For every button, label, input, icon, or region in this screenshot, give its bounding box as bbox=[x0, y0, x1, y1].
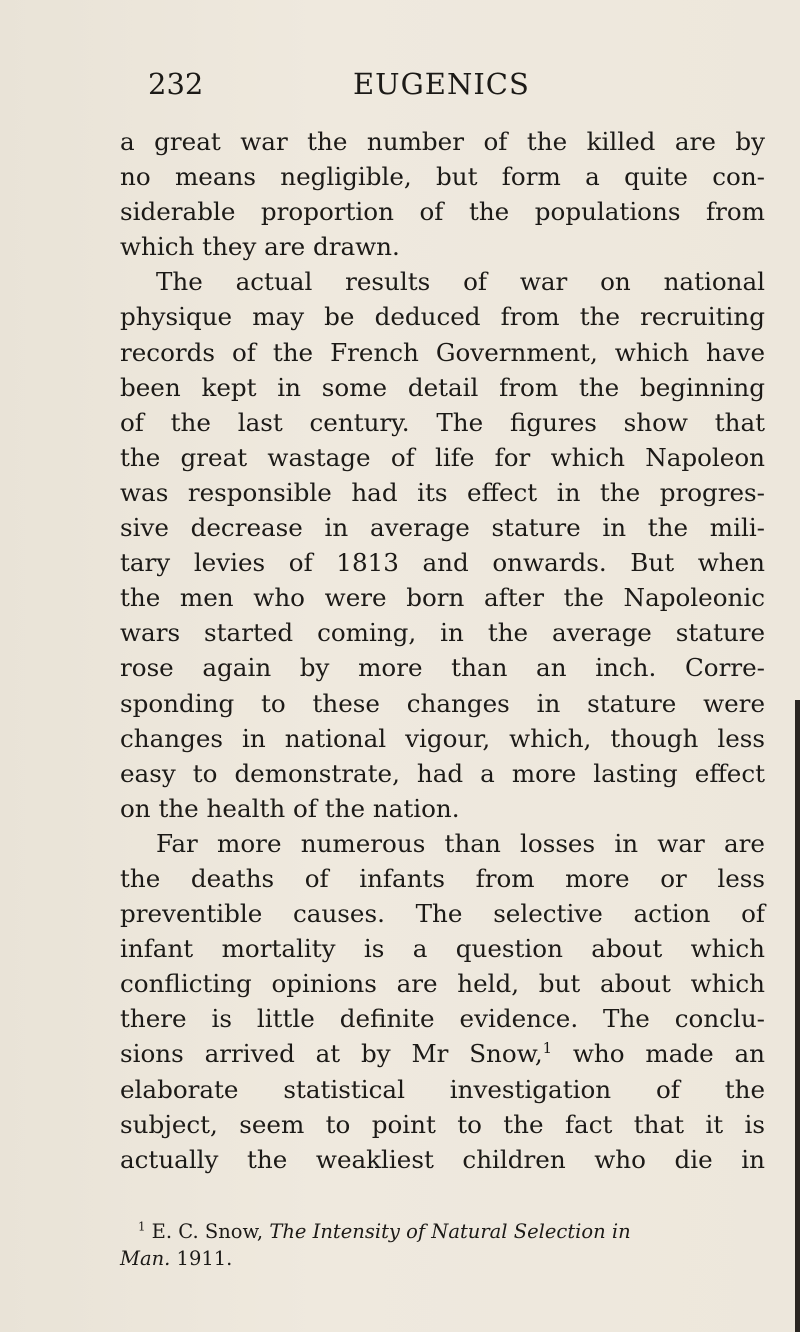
page-header bbox=[148, 64, 678, 104]
footnote-marker: 1 bbox=[138, 1219, 146, 1234]
text-line: easy to demonstrate, had a more lasting effect bbox=[120, 758, 765, 788]
text-line: infant mortality is a question about which bbox=[120, 934, 765, 964]
footnote-year: 1911. bbox=[170, 1247, 233, 1270]
text-line: elaborate statistical investigation of the bbox=[120, 1074, 765, 1104]
page-edge-shadow bbox=[795, 700, 800, 1332]
footnote bbox=[120, 1218, 765, 1272]
text-line: the great wastage of life for which Napoleon bbox=[120, 442, 765, 472]
text-segment: sions arrived at by Mr Snow, bbox=[120, 1039, 543, 1069]
text-line: on the health of the nation. bbox=[120, 793, 460, 823]
text-line: tary levies of 1813 and onwards. But when bbox=[120, 548, 765, 578]
text-line: sponding to these changes in stature were bbox=[120, 688, 765, 718]
text-line: conflicting opinions are held, but about which bbox=[120, 969, 765, 999]
footnote-author: E. C. Snow, bbox=[145, 1220, 270, 1243]
text-line: Far more numerous than losses in war are bbox=[156, 828, 765, 858]
footnote-title-cont: Man. bbox=[120, 1247, 171, 1270]
text-line: wars started coming, in the average stature bbox=[120, 618, 765, 648]
body-text bbox=[120, 124, 765, 1177]
text-line: was responsible had its effect in the progres- bbox=[120, 477, 765, 507]
text-line: the deaths of infants from more or less bbox=[120, 863, 765, 893]
text-line: which they are drawn. bbox=[120, 232, 400, 262]
text-line: physique may be deduced from the recruiting bbox=[120, 302, 765, 332]
text-line: preventible causes. The selective action of bbox=[120, 899, 765, 929]
footnote-reference: 1 bbox=[542, 1040, 553, 1058]
footnote-title: The Intensity of Natural Selection in bbox=[269, 1220, 631, 1243]
text-line: The actual results of war on national bbox=[156, 267, 765, 297]
text-segment: who made an bbox=[552, 1039, 765, 1069]
text-line-with-footnote-ref bbox=[120, 1036, 765, 1071]
running-head: EUGENICS bbox=[353, 67, 530, 101]
page-number: 232 bbox=[148, 67, 204, 101]
text-line: changes in national vigour, which, though less bbox=[120, 723, 765, 753]
footnote-line bbox=[120, 1218, 765, 1245]
text-line: no means negligible, but form a quite con- bbox=[120, 162, 765, 192]
text-line: records of the French Government, which have bbox=[120, 337, 765, 367]
text-line: rose again by more than an inch. Corre- bbox=[120, 653, 765, 683]
text-line: sive decrease in average stature in the mili- bbox=[120, 513, 765, 543]
text-line: there is little definite evidence. The conclu- bbox=[120, 1004, 765, 1034]
text-line: subject, seem to point to the fact that it is bbox=[120, 1109, 765, 1139]
footnote-line bbox=[120, 1245, 765, 1272]
text-line: of the last century. The figures show that bbox=[120, 407, 765, 437]
text-line: been kept in some detail from the beginning bbox=[120, 372, 765, 402]
text-line: the men who were born after the Napoleonic bbox=[120, 583, 765, 613]
text-line: a great war the number of the killed are by bbox=[120, 127, 765, 156]
text-line: siderable proportion of the populations from bbox=[120, 197, 765, 227]
text-line: actually the weakliest children who die in bbox=[120, 1144, 765, 1174]
